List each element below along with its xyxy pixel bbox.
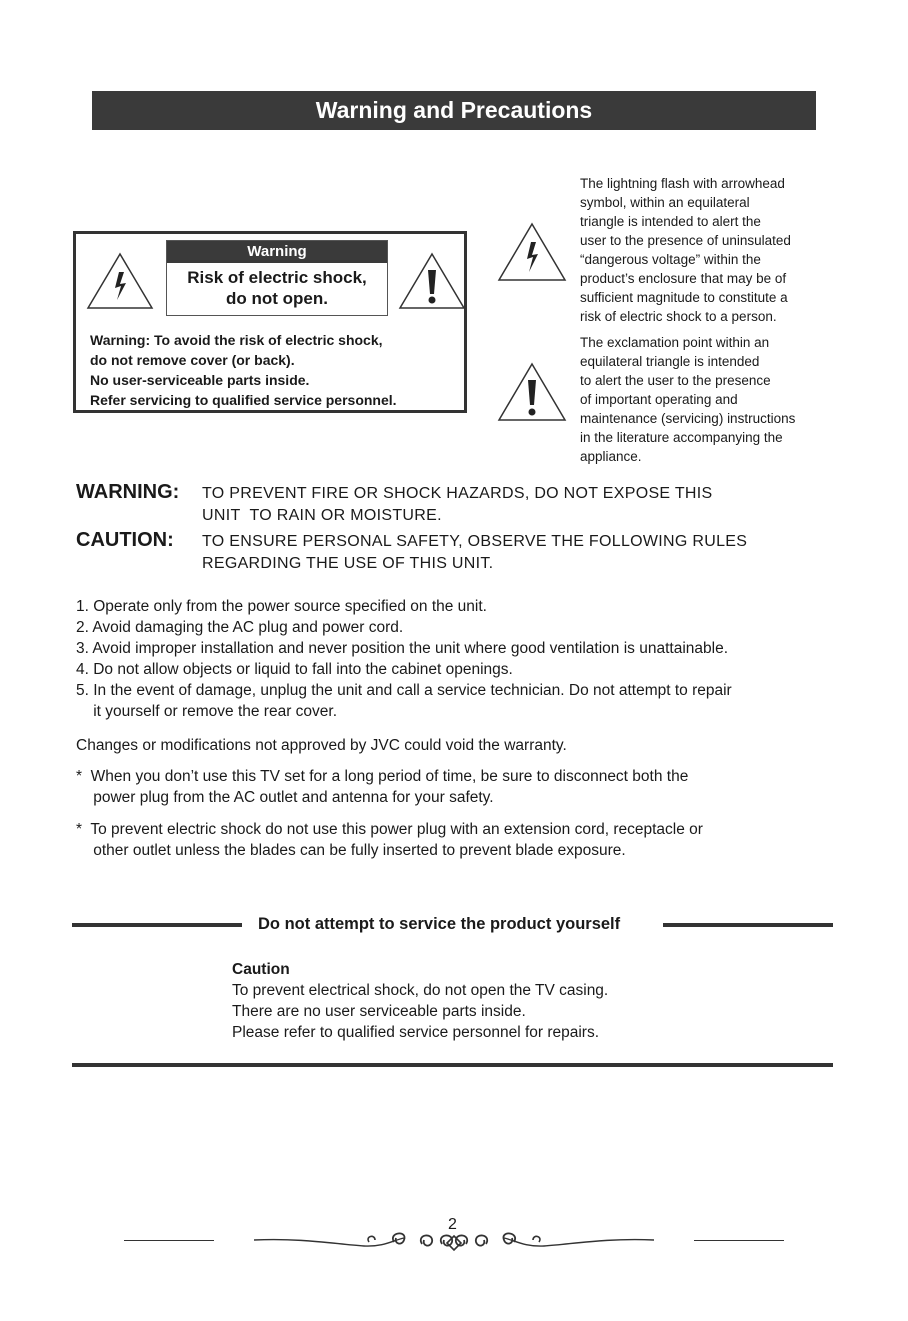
warning-heading: WARNING: (76, 481, 180, 503)
warning-label-box (73, 231, 467, 413)
service-caution-block (232, 959, 608, 1043)
warning-label-line: Warning: To avoid the risk of electric shock, (90, 332, 383, 348)
divider (663, 923, 833, 927)
service-caution-line: Please refer to qualified service personnel for repairs. (232, 1024, 600, 1041)
list-item: 1. Operate only from the power source specified on the unit. (76, 598, 487, 615)
warning-label-line: do not remove cover (or back). (90, 352, 295, 368)
list-item: 2. Avoid damaging the AC plug and power cord. (76, 619, 404, 636)
caution-line: REGARDING THE USE OF THIS UNIT. (202, 555, 494, 572)
note-line: * When you don’t use this TV set for a long period of time, be sure to disconnect both the (76, 768, 689, 785)
exclamation-triangle-icon (497, 362, 567, 422)
exclamation-line: maintenance (servicing) instructions (580, 411, 796, 426)
note-extension-cord (76, 819, 703, 861)
service-caution-heading: Caution (232, 961, 290, 978)
divider (72, 1063, 833, 1067)
exclamation-explanation (580, 333, 840, 466)
exclamation-line: The exclamation point within an (580, 335, 770, 350)
warning-text (202, 483, 713, 527)
exclamation-line: in the literature accompanying the (580, 430, 783, 445)
lightning-triangle-icon (497, 222, 567, 282)
lightning-triangle-icon (86, 252, 154, 310)
list-item: it yourself or remove the rear cover. (76, 703, 338, 720)
warning-label-text (90, 330, 470, 410)
rules-list (76, 596, 856, 722)
note-disconnect (76, 766, 688, 808)
footer-line (124, 1240, 214, 1241)
risk-line: Risk of electric shock, (187, 268, 367, 287)
risk-line: do not open. (226, 289, 328, 308)
lightning-explanation (580, 174, 840, 326)
list-item: 5. In the event of damage, unplug the unit and call a service technician. Do not attempt to repair (76, 682, 732, 699)
note-line: power plug from the AC outlet and antenna for your safety. (76, 789, 494, 806)
warning-label-inner (166, 240, 388, 316)
changes-note: Changes or modifications not approved by JVC could void the warranty. (76, 737, 567, 754)
exclamation-triangle-icon (398, 252, 466, 310)
page-title: Warning and Precautions (92, 91, 816, 130)
caution-heading: CAUTION: (76, 529, 174, 551)
warning-line: UNIT TO RAIN OR MOISTURE. (202, 507, 442, 524)
service-title: Do not attempt to service the product yourself (258, 915, 621, 933)
warning-label-line: Refer servicing to qualified service personnel. (90, 392, 397, 408)
service-caution-line: To prevent electrical shock, do not open the TV casing. (232, 982, 609, 999)
lightning-line: symbol, within an equilateral (580, 195, 750, 210)
exclamation-line: to alert the user to the presence (580, 373, 771, 388)
list-item: 4. Do not allow objects or liquid to fall into the cabinet openings. (76, 661, 513, 678)
exclamation-line: appliance. (580, 449, 642, 464)
lightning-line: “dangerous voltage” within the (580, 252, 761, 267)
exclamation-line: of important operating and (580, 392, 738, 407)
warning-line: TO PREVENT FIRE OR SHOCK HAZARDS, DO NOT EXPOSE THIS (202, 485, 713, 502)
lightning-line: sufficient magnitude to constitute a (580, 290, 788, 305)
lightning-line: product’s enclosure that may be of (580, 271, 787, 286)
divider (72, 923, 242, 927)
footer-line (694, 1240, 784, 1241)
page-number: 2 (448, 1216, 457, 1233)
lightning-line: The lightning flash with arrowhead (580, 176, 785, 191)
caution-text (202, 531, 747, 575)
warning-label-line: No user-serviceable parts inside. (90, 372, 310, 388)
lightning-line: user to the presence of uninsulated (580, 233, 791, 248)
note-line: * To prevent electric shock do not use this power plug with an extension cord, receptacle or (76, 821, 703, 838)
service-caution-line: There are no user serviceable parts inside. (232, 1003, 526, 1020)
note-line: other outlet unless the blades can be fully inserted to prevent blade exposure. (76, 842, 626, 859)
lightning-line: triangle is intended to alert the (580, 214, 761, 229)
caution-line: TO ENSURE PERSONAL SAFETY, OBSERVE THE FOLLOWING RULES (202, 533, 748, 550)
lightning-line: risk of electric shock to a person. (580, 309, 777, 324)
list-item: 3. Avoid improper installation and never position the unit where good ventilation is unattainable. (76, 640, 728, 657)
risk-text (167, 263, 387, 309)
warning-label-header: Warning (167, 241, 387, 263)
exclamation-line: equilateral triangle is intended (580, 354, 760, 369)
